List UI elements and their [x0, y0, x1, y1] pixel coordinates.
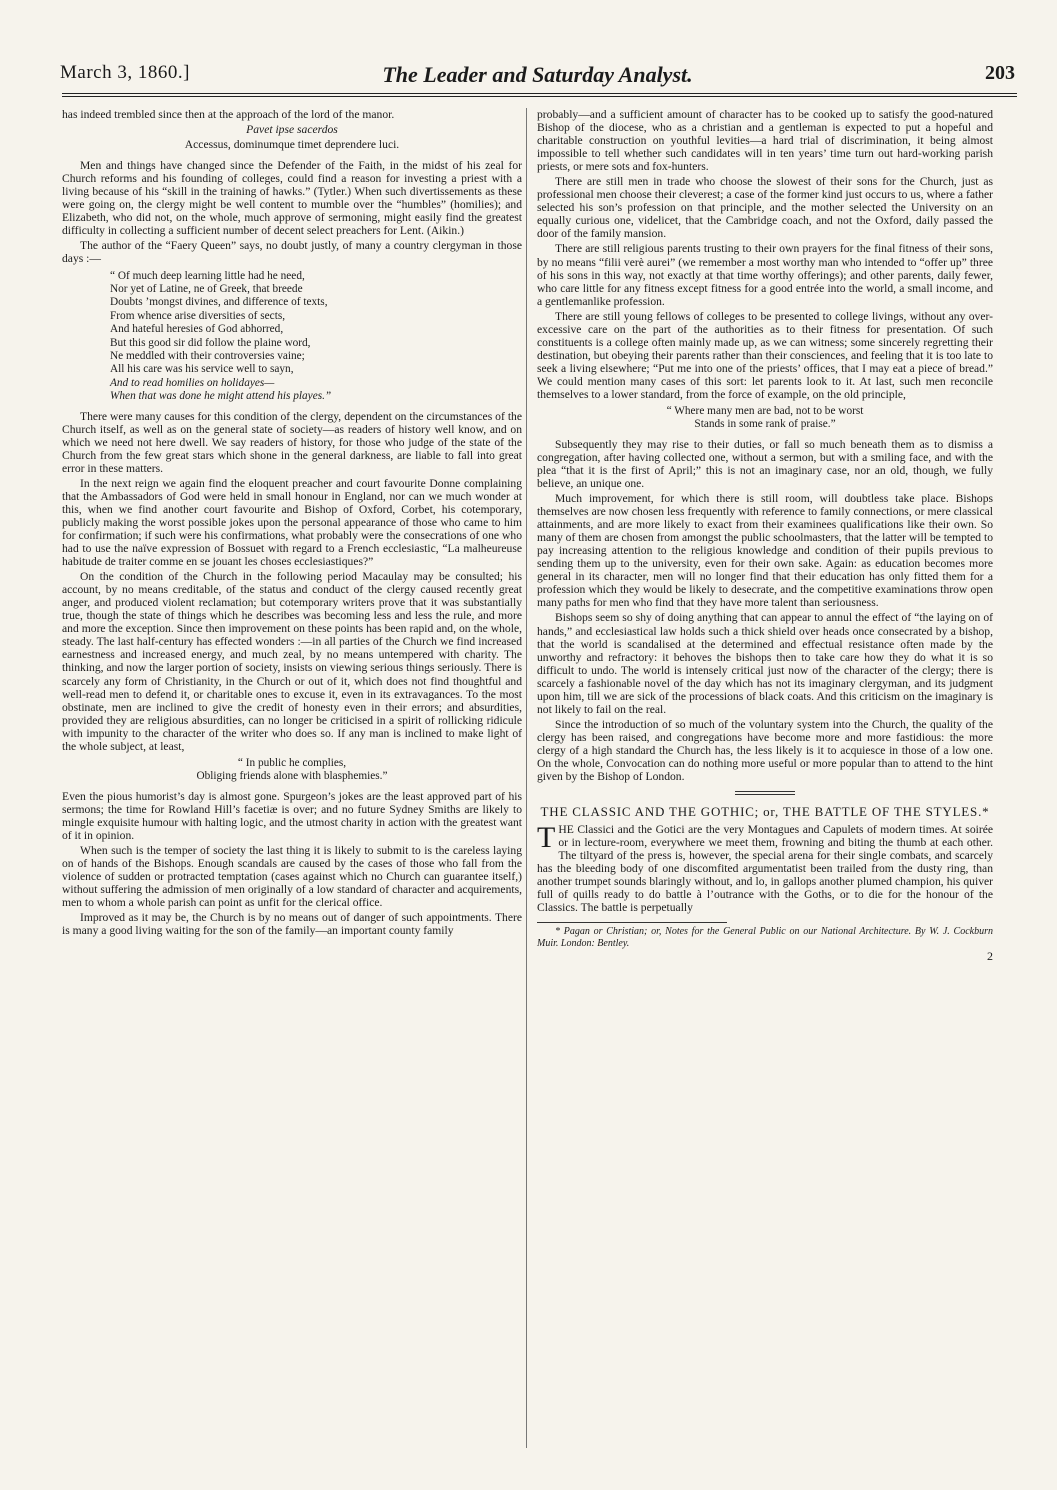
paragraph: On the condition of the Church in the following period Macaulay may be consulted; his account, by no means creditable, of the status and conduct of the clergy caused recently great anger, and produced violent reclamation; but cotemporary writers prove that it was substantially true, though the state of things which he describes was becoming less and less the rule, and more and more the exception. Since then improvement on these points has been rapid and, on the whole, steady. The last half-century has effected wonders :—in all parties of the Church we find increased earnestness and increased energy, and much zeal, by no means untempered with charity. The thinking, and now the larger portion of society, insists on viewing serious things seriously. There is scarcely any form of Christianity, in the Church or out of it, which does not find thoughtful and well-read men to defend it, or charitable ones to excuse it, even in its extravagances. To the most obstinate, men are inclined to give the credit of honesty even in their errors; and absurdities, provided they are religious absurdities, can no longer be criticised in a spirit of rollicking ridicule with impunity to the character of the writer who does so. If any man is inclined to make light of the whole subject, at least, — [62, 570, 522, 753]
verse-line: Nor yet of Latine, ne of Greek, that breede — [110, 282, 303, 295]
header-rule — [62, 93, 1017, 94]
verse-block — [110, 270, 522, 404]
column-divider — [526, 108, 527, 1448]
signature-mark: 2 — [987, 949, 993, 964]
quote-line: “ In public he complies, — [237, 756, 347, 769]
paragraph: There are still religious parents trusting to their own prayers for the final fitness of their sons, by no means “filii verè aurei” (we remember a most worthy man who intended to “offer up” three of his sons in this way, not exactly at that time worthy offerings); and other parents, daily fewer, who care little for any fitness except fitness for a good entrée into the world, a small income, and a gentlemanlike profession. — [537, 242, 993, 308]
paragraph: Since the introduction of so much of the voluntary system into the Church, the quality of the clergy has been raised, and congregations have become more and more fastidious: the more clergy of a high standard the Church has, the less likely is it to acquiesce in those of a low one. On the whole, Convocation can do nothing more useful or more popular than to attend to the hint given by the Bishop of London. — [537, 717, 993, 784]
quote-line: Obliging friends alone with blasphemies.” — [196, 770, 388, 783]
paragraph: Much improvement, for which there is still room, will doubtless take place. Bishops themselves are now chosen less frequently with reference to family connections, or mere classical attainments, and are more likely to exact from their examinees qualifications like their own. So many of them are chosen from amongst the public schoolmasters, that the latter will be tempted to pay increasing attention to the religious knowledge and condition of their pupils previous to sending them up to the university, even for their own sake. Again: as education becomes more general in its character, men will no longer find that their education has only fitted them for a profession which they would be likely to desecrate, and the competitive examinations throw open many paths for men who find that they have more talent than seriousness. — [537, 492, 993, 610]
article-text: HE Classici and the Gotici are the very Montagues and Capulets of modern times. At soirée or in lecture-room, everywhere we meet them, frowning and biting the thumb at each other. The tiltyard of the press is, however, the special arena for their single combats, and scarcely has the bleeding body of one discomfited argumentatist been trailed from the dusty ring, than another trumpet sounds blaringly without, and lo, in gallops another plumed champion, his quiver full of quills ready to do battle à l’outrance with the Goths, or to die for the honour of the Classics. The battle is perpetually — [537, 823, 993, 915]
paragraph: probably—and a sufficient amount of character has to be cooked up to satisfy the good-natured Bishop of the diocese, who as a christian and a gentleman is expected to put a hopeful and charitable construction on youthful levities—a hard trial of discrimination, it being almost impossible to tell whether such candidates will in ten years’ time turn out hard-working parish priests, or mere sots and fox-hunters. — [537, 108, 993, 174]
page-header — [60, 62, 1015, 88]
paragraph: Improved as it may be, the Church is by no means out of danger of such appointments. There is many a good living waiting for the son of the family—an important county family — [62, 911, 522, 938]
paragraph: There are still men in trade who choose the slowest of their sons for the Church, just as professional men choose their cleverest; a case of the former kind just occurs to us, where a father selected his son’s profession on that principle, and the mother selected the University on an equally curious one, videlicet, that the Cambridge coach, and not the Oxford, daily passed the door of the family mansion. — [537, 175, 993, 241]
paragraph: Men and things have changed since the Defender of the Faith, in the midst of his zeal for Church reforms and his founding of colleges, could find a reason for investing a priest with a living because of his “skill in the training of hawks.” (Tytler.) When such divertissements as these were going on, the clergy might be well content to mumble over the “humbles” (homilies); and Elizabeth, who did not, on the whole, much approve of sermoning, might easily find the greatest difficulty in collecting a sufficient number of decent select preachers for Lent. (Aikin.) — [62, 159, 522, 238]
right-column — [537, 108, 993, 963]
verse-line: And hateful heresies of God abhorred, — [110, 323, 284, 336]
quote-block — [537, 405, 993, 432]
verse-line: Doubts ’mongst divines, and difference of texts, — [110, 296, 328, 309]
paragraph: There are still young fellows of colleges to be presented to college livings, without any over-excessive care on the part of the authorities as to their fitness for presentation. Of such constituents is a college often mainly made up, as we can witness; some sincerely regretting their destination, but obeying their parents rather than their consciences, and feeling that it is too late to seek a living elsewhere; “Put me into one of the priests’ offices, that I may eat a piece of bread.” We could mention many cases of this sort: let parents look to it. At last, such men reconcile themselves to a lower standard, from the force of example, on the old principle, — [537, 309, 993, 401]
section-divider — [735, 791, 795, 795]
paragraph: In the next reign we again find the eloquent preacher and court favourite Donne complaining that the Ambassadors of God were held in small honour in England, nor can we much wonder at this, when we find another court favourite and Bishop of Oxford, Corbet, his cotemporary, publicly making the worst possible jokes upon the personal appearance of those who came to him for confirmation; if such were his confirmations, what probably were the consecrations of one who had to use the naïve expression of Bossuet with regard to a French ecclesiastic, “La malheureuse habitude de traiter comme en se jouant les choses ecclesiastiques?” — [62, 476, 522, 569]
paragraph: The author of the “Faery Queen” says, no doubt justly, of many a country clergyman in those days :— — [62, 239, 522, 266]
footnote-rule — [537, 922, 727, 923]
verse-line: And to read homilies on holidayes— — [110, 376, 275, 389]
issue-date: March 3, 1860.] — [60, 62, 190, 83]
paragraph: has indeed trembled since then at the approach of the lord of the manor. — [62, 108, 395, 121]
verse-line: All his care was his service well to sayn, — [110, 363, 294, 376]
paragraph: There were many causes for this condition of the clergy, dependent on the circumstances of the Church itself, as well as on the general state of society—as readers of history well know, and on which we need not here dwell. We say readers of history, for those who judge of the state of the Church from the few great stars which shone in the general darkness, are liable to fall into great error in these matters. — [62, 409, 522, 475]
paragraph: Even the pious humorist’s day is almost gone. Spurgeon’s jokes are the least approved part of his sermons; the time for Rowland Hill’s facetiæ is over; and no future Sydney Smiths are likely to mingle exquisite humour with halting logic, and the utmost charity in action with the greatest want of it in opinion. — [62, 789, 522, 842]
footnote: * Pagan or Christian; or, Notes for the General Public on our National Architecture. By W. J. Cockburn Muir. London: Bentley. — [537, 926, 993, 950]
verse-line: From whence arise diversities of sects, — [110, 309, 286, 322]
quote-line: Stands in some rank of praise.” — [694, 418, 836, 431]
paragraph: When such is the temper of society the last thing it is likely to submit to is the careless laying on of hands of the Bishops. Enough scandals are caused by the cases of those who fall from the violence of sudden or protracted temptation (cases against which no Church can guarantee itself,) without suffering the admission of men originally of a low standard of character and acquirements, men to whom a whole parish can point as unfit for the clerical office. — [62, 843, 522, 909]
header-rule-double — [62, 96, 1017, 97]
verse-line: When that was done he might attend his playes.” — [110, 390, 332, 403]
latin-quote-line: Accessus, dominumque timet deprendere luci. — [184, 138, 400, 152]
verse-line: Ne meddled with their controversies vaine; — [110, 349, 305, 362]
page-number: 203 — [985, 62, 1015, 84]
article-paragraph — [537, 823, 993, 914]
quote-line: “ Where many men are bad, not to be worst — [666, 405, 864, 418]
drop-cap: T — [537, 821, 556, 855]
paragraph: Subsequently they may rise to their duties, or fall so much beneath them as to dismiss a congregation, after having collected one, without a sermon, but with a smiling face, and with the plea “that it is the first of April;” this is not an imaginary case, nor an old, though, we fully believe, an unique one. — [537, 437, 993, 490]
paragraph: Bishops seem so shy of doing anything that can appear to annul the effect of “the laying on of hands,” and ecclesiastical law holds such a thick shield over heads once consecrated by a bishop, that the world is scandalised at the determined and effectual resistance often made by the unworthy and refractory: it behoves the bishops then to take care how they do what it is so difficult to undo. The world is intensely critical just now of the character of the clergy; there is scarcely a fashionable novel of the day which has not its imaginary clergyman, and its judgment upon him, till we are sick of the processions of black coats. And this criticism on the imaginary is not likely to fail on the real. — [537, 611, 993, 716]
verse-line: “ Of much deep learning little had he need, — [110, 269, 305, 282]
left-column — [62, 108, 522, 939]
quote-block — [62, 757, 522, 784]
masthead-title: The Leader and Saturday Analyst. — [382, 62, 693, 87]
verse-line: But this good sir did follow the plaine word, — [110, 336, 311, 349]
article-title: THE CLASSIC AND THE GOTHIC; or, THE BATTLE OF THE STYLES.* — [540, 804, 990, 820]
latin-quote-line: Pavet ipse sacerdos — [246, 123, 338, 137]
